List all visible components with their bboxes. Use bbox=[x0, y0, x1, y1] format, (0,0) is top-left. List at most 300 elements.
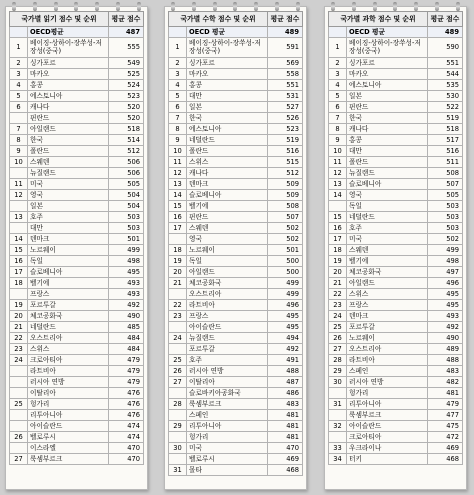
table-row bbox=[10, 91, 144, 102]
table-row bbox=[329, 366, 463, 377]
table-row bbox=[169, 146, 303, 157]
table-row bbox=[329, 278, 463, 289]
country-cell: 프랑스 bbox=[347, 300, 428, 311]
rank-cell bbox=[169, 344, 187, 355]
rank-cell: 26 bbox=[10, 432, 28, 443]
rank-cell bbox=[169, 432, 187, 443]
ring-icon bbox=[393, 2, 397, 11]
country-cell: 일본 bbox=[347, 91, 428, 102]
score-cell: 530 bbox=[428, 91, 463, 102]
rank-cell: 14 bbox=[329, 190, 347, 201]
score-cell: 475 bbox=[428, 421, 463, 432]
country-cell: 스웨덴 bbox=[187, 223, 268, 234]
rank-cell bbox=[10, 366, 28, 377]
table-row bbox=[169, 333, 303, 344]
score-cell: 500 bbox=[268, 267, 303, 278]
table-row bbox=[329, 223, 463, 234]
country-cell: 아일랜드 bbox=[28, 124, 109, 135]
score-cell: 555 bbox=[109, 38, 144, 58]
table-row bbox=[329, 289, 463, 300]
score-cell: 523 bbox=[268, 124, 303, 135]
score-cell: 515 bbox=[268, 157, 303, 168]
rank-cell: 10 bbox=[10, 157, 28, 168]
score-cell: 499 bbox=[109, 245, 144, 256]
country-cell: 벨기에 bbox=[28, 278, 109, 289]
rank-cell: 13 bbox=[329, 179, 347, 190]
table-row bbox=[329, 124, 463, 135]
table-row bbox=[169, 311, 303, 322]
table-row bbox=[10, 38, 144, 58]
table-row bbox=[329, 80, 463, 91]
country-cell: 홍콩 bbox=[28, 80, 109, 91]
score-cell: 518 bbox=[109, 124, 144, 135]
table-row bbox=[169, 454, 303, 465]
score-cell: 493 bbox=[109, 278, 144, 289]
score-cell: 474 bbox=[109, 421, 144, 432]
rank-cell: 27 bbox=[10, 454, 28, 465]
table-row bbox=[329, 300, 463, 311]
score-cell: 503 bbox=[428, 201, 463, 212]
score-cell: 551 bbox=[428, 58, 463, 69]
country-cell: 슬로바키아공화국 bbox=[187, 388, 268, 399]
score-cell: 506 bbox=[109, 157, 144, 168]
rank-cell: 17 bbox=[169, 223, 187, 234]
country-cell: 독일 bbox=[347, 201, 428, 212]
rank-cell: 3 bbox=[169, 69, 187, 80]
score-cell: 482 bbox=[428, 377, 463, 388]
country-cell: 대만 bbox=[28, 223, 109, 234]
rank-cell: 13 bbox=[10, 212, 28, 223]
ring-icon bbox=[192, 2, 196, 11]
country-cell: 오스트리아 bbox=[187, 289, 268, 300]
rank-cell bbox=[329, 201, 347, 212]
table-row bbox=[329, 135, 463, 146]
reading-ranking-card bbox=[5, 6, 148, 490]
score-cell: 502 bbox=[268, 234, 303, 245]
rank-cell: 12 bbox=[169, 168, 187, 179]
math-ranking-card bbox=[164, 6, 307, 490]
country-cell: 크로아티아 bbox=[347, 432, 428, 443]
table-row bbox=[329, 355, 463, 366]
table-row bbox=[169, 124, 303, 135]
table-row bbox=[169, 223, 303, 234]
table-row bbox=[169, 38, 303, 58]
score-cell: 508 bbox=[428, 168, 463, 179]
country-cell: 러시아 연방 bbox=[28, 377, 109, 388]
country-cell: 베이징-상하이-장쑤성-저장성(중국) bbox=[187, 38, 268, 58]
country-cell: 아이슬란드 bbox=[187, 322, 268, 333]
table-row bbox=[10, 146, 144, 157]
table-row bbox=[329, 91, 463, 102]
rank-cell: 7 bbox=[169, 113, 187, 124]
table-title: 국가별 과학 점수 및 순위 bbox=[329, 12, 428, 27]
table-row bbox=[169, 91, 303, 102]
table-row bbox=[329, 399, 463, 410]
rank-cell bbox=[329, 432, 347, 443]
rank-cell bbox=[10, 443, 28, 454]
score-cell: 590 bbox=[428, 38, 463, 58]
score-cell: 494 bbox=[268, 333, 303, 344]
score-cell: 516 bbox=[428, 146, 463, 157]
country-cell: 라트비아 bbox=[187, 300, 268, 311]
rank-cell: 16 bbox=[169, 212, 187, 223]
table-row bbox=[329, 256, 463, 267]
table-title: 국가별 읽기 점수 및 순위 bbox=[10, 12, 109, 27]
score-cell: 493 bbox=[109, 289, 144, 300]
country-cell: 러시아 연방 bbox=[187, 366, 268, 377]
score-cell: 495 bbox=[268, 322, 303, 333]
table-row bbox=[10, 212, 144, 223]
rank-cell: 5 bbox=[169, 91, 187, 102]
rank-cell: 28 bbox=[329, 355, 347, 366]
rank-cell: 21 bbox=[10, 322, 28, 333]
table-row bbox=[329, 179, 463, 190]
table-row bbox=[329, 388, 463, 399]
table-row bbox=[329, 344, 463, 355]
rank-cell: 22 bbox=[169, 300, 187, 311]
score-cell: 476 bbox=[109, 388, 144, 399]
rank-cell: 12 bbox=[329, 168, 347, 179]
country-cell: 덴마크 bbox=[347, 311, 428, 322]
table-row bbox=[329, 333, 463, 344]
score-cell: 558 bbox=[268, 69, 303, 80]
country-cell: 체코공화국 bbox=[347, 267, 428, 278]
country-cell: 뉴질랜드 bbox=[28, 168, 109, 179]
ring-icon bbox=[296, 2, 300, 11]
table-row bbox=[10, 124, 144, 135]
science-ranking-card bbox=[324, 6, 467, 490]
country-cell: 홍콩 bbox=[347, 135, 428, 146]
country-cell: 마카오 bbox=[347, 69, 428, 80]
rank-cell: 4 bbox=[10, 80, 28, 91]
ring-icon bbox=[12, 2, 16, 11]
country-cell: 미국 bbox=[187, 443, 268, 454]
rank-cell: 27 bbox=[329, 344, 347, 355]
rank-cell: 26 bbox=[329, 333, 347, 344]
score-cell: 468 bbox=[268, 465, 303, 476]
rank-cell bbox=[10, 410, 28, 421]
table-row bbox=[10, 388, 144, 399]
rank-cell bbox=[10, 223, 28, 234]
country-cell: 뉴질랜드 bbox=[347, 168, 428, 179]
country-cell: 독일 bbox=[28, 256, 109, 267]
country-cell: 뉴질랜드 bbox=[187, 333, 268, 344]
ring-icon bbox=[435, 2, 439, 11]
score-cell: 479 bbox=[109, 377, 144, 388]
table-row bbox=[169, 421, 303, 432]
average-row bbox=[329, 27, 463, 38]
score-cell: 511 bbox=[428, 157, 463, 168]
country-cell: 몰타 bbox=[187, 465, 268, 476]
rank-cell bbox=[329, 388, 347, 399]
score-cell: 470 bbox=[109, 443, 144, 454]
table-row bbox=[169, 212, 303, 223]
country-cell: 벨로루시 bbox=[187, 454, 268, 465]
table-row bbox=[10, 157, 144, 168]
rank-cell: 23 bbox=[10, 344, 28, 355]
country-cell: 크로아티아 bbox=[28, 355, 109, 366]
score-cell: 470 bbox=[109, 454, 144, 465]
table-row bbox=[329, 190, 463, 201]
score-cell: 483 bbox=[268, 399, 303, 410]
country-cell: 캐나다 bbox=[187, 168, 268, 179]
table-row bbox=[10, 333, 144, 344]
score-cell: 487 bbox=[109, 27, 144, 38]
country-cell: 네덜란드 bbox=[347, 212, 428, 223]
score-cell: 499 bbox=[268, 289, 303, 300]
table-row bbox=[10, 278, 144, 289]
rank-cell: 20 bbox=[10, 311, 28, 322]
table-row bbox=[169, 190, 303, 201]
score-cell: 551 bbox=[268, 80, 303, 91]
country-cell: 덴마크 bbox=[187, 179, 268, 190]
rank-cell: 1 bbox=[329, 38, 347, 58]
score-cell: 479 bbox=[109, 366, 144, 377]
score-cell: 493 bbox=[428, 311, 463, 322]
rank-cell: 3 bbox=[329, 69, 347, 80]
ring-icon bbox=[373, 2, 377, 11]
table-row bbox=[329, 234, 463, 245]
table-row bbox=[169, 168, 303, 179]
score-cell: 504 bbox=[109, 201, 144, 212]
country-cell: 베이징-상하이-장쑤성-저장성(중국) bbox=[347, 38, 428, 58]
rank-cell bbox=[10, 388, 28, 399]
score-cell: 484 bbox=[109, 344, 144, 355]
rank-cell bbox=[10, 201, 28, 212]
table-row bbox=[10, 58, 144, 69]
table-row bbox=[10, 322, 144, 333]
country-cell: 러시아 연방 bbox=[347, 377, 428, 388]
table-row bbox=[169, 410, 303, 421]
rank-cell: 2 bbox=[329, 58, 347, 69]
table-row bbox=[10, 366, 144, 377]
country-cell: 한국 bbox=[28, 135, 109, 146]
score-cell: 474 bbox=[109, 432, 144, 443]
country-cell: 네덜란드 bbox=[28, 322, 109, 333]
table-row bbox=[329, 311, 463, 322]
country-cell: 네덜란드 bbox=[187, 135, 268, 146]
score-cell: 519 bbox=[268, 135, 303, 146]
table-row bbox=[10, 102, 144, 113]
score-cell: 483 bbox=[428, 366, 463, 377]
math-table bbox=[168, 11, 303, 476]
rank-cell: 33 bbox=[329, 443, 347, 454]
country-cell: 한국 bbox=[347, 113, 428, 124]
table-row bbox=[10, 168, 144, 179]
country-cell: 덴마크 bbox=[28, 234, 109, 245]
country-cell: 헝가리 bbox=[187, 432, 268, 443]
table-row bbox=[10, 223, 144, 234]
binder-rings bbox=[331, 2, 460, 11]
table-row bbox=[329, 245, 463, 256]
country-cell: 미국 bbox=[347, 234, 428, 245]
country-cell: 영국 bbox=[347, 190, 428, 201]
score-cell: 477 bbox=[428, 410, 463, 421]
score-cell: 498 bbox=[428, 256, 463, 267]
country-cell: 스웨덴 bbox=[28, 157, 109, 168]
reading-table bbox=[9, 11, 144, 465]
rank-cell bbox=[10, 421, 28, 432]
country-cell: 이스라엘 bbox=[28, 443, 109, 454]
country-cell: OECD 평균 bbox=[187, 27, 268, 38]
score-cell: 479 bbox=[428, 399, 463, 410]
science-table bbox=[328, 11, 463, 465]
rank-cell: 17 bbox=[10, 267, 28, 278]
ring-icon bbox=[171, 2, 175, 11]
score-cell: 496 bbox=[268, 300, 303, 311]
country-cell: 포르투갈 bbox=[187, 344, 268, 355]
table-row bbox=[169, 58, 303, 69]
score-cell: 492 bbox=[268, 344, 303, 355]
country-cell: 폴란드 bbox=[347, 157, 428, 168]
table-row bbox=[10, 443, 144, 454]
country-cell: 아이슬란드 bbox=[347, 421, 428, 432]
table-row bbox=[329, 410, 463, 421]
table-row bbox=[169, 443, 303, 454]
table-row bbox=[10, 300, 144, 311]
table-row bbox=[10, 355, 144, 366]
score-cell: 517 bbox=[428, 135, 463, 146]
country-cell: 에스토니아 bbox=[187, 124, 268, 135]
table-row bbox=[169, 201, 303, 212]
score-cell: 503 bbox=[109, 212, 144, 223]
country-cell: 홍콩 bbox=[187, 80, 268, 91]
score-cell: 501 bbox=[268, 245, 303, 256]
country-cell: 오스트리아 bbox=[347, 344, 428, 355]
score-cell: 486 bbox=[268, 388, 303, 399]
score-cell: 526 bbox=[268, 113, 303, 124]
country-cell: OECD 평균 bbox=[347, 27, 428, 38]
rank-cell bbox=[169, 410, 187, 421]
table-row bbox=[10, 256, 144, 267]
table-row bbox=[329, 377, 463, 388]
rank-cell: 4 bbox=[329, 80, 347, 91]
rank-cell: 8 bbox=[169, 124, 187, 135]
country-cell: 오스트리아 bbox=[28, 333, 109, 344]
score-cell: 476 bbox=[109, 399, 144, 410]
score-cell: 485 bbox=[109, 322, 144, 333]
country-cell: 싱가포르 bbox=[347, 58, 428, 69]
score-cell: 505 bbox=[109, 179, 144, 190]
table-row bbox=[169, 300, 303, 311]
table-row bbox=[169, 179, 303, 190]
country-cell: 호주 bbox=[28, 212, 109, 223]
rank-cell: 8 bbox=[329, 124, 347, 135]
country-cell: 포르투갈 bbox=[28, 300, 109, 311]
score-cell: 491 bbox=[268, 355, 303, 366]
country-cell: 스위스 bbox=[187, 157, 268, 168]
score-cell: 509 bbox=[268, 179, 303, 190]
country-cell: 아일랜드 bbox=[347, 278, 428, 289]
table-row bbox=[10, 377, 144, 388]
binder-rings bbox=[171, 2, 300, 11]
country-cell: 스위스 bbox=[28, 344, 109, 355]
score-cell: 502 bbox=[428, 234, 463, 245]
score-cell: 506 bbox=[109, 168, 144, 179]
rank-cell: 3 bbox=[10, 69, 28, 80]
country-cell: 슬로베니아 bbox=[347, 179, 428, 190]
table-row bbox=[10, 344, 144, 355]
score-cell: 514 bbox=[109, 135, 144, 146]
rank-cell: 13 bbox=[169, 179, 187, 190]
score-cell: 481 bbox=[268, 421, 303, 432]
average-row bbox=[169, 27, 303, 38]
score-column-header: 평균 점수 bbox=[268, 12, 303, 27]
score-cell: 527 bbox=[268, 102, 303, 113]
country-cell: 영국 bbox=[187, 234, 268, 245]
score-cell: 497 bbox=[428, 267, 463, 278]
ring-icon bbox=[213, 2, 217, 11]
score-cell: 520 bbox=[109, 113, 144, 124]
table-row bbox=[10, 179, 144, 190]
country-cell: 벨기에 bbox=[187, 201, 268, 212]
country-cell: 마카오 bbox=[187, 69, 268, 80]
score-cell: 524 bbox=[109, 80, 144, 91]
table-row bbox=[169, 267, 303, 278]
table-header-row bbox=[329, 12, 463, 27]
rank-cell: 24 bbox=[10, 355, 28, 366]
table-row bbox=[329, 212, 463, 223]
table-row bbox=[329, 454, 463, 465]
rank-cell: 7 bbox=[10, 124, 28, 135]
country-cell: 스페인 bbox=[187, 410, 268, 421]
score-cell: 512 bbox=[268, 168, 303, 179]
country-cell: 노르웨이 bbox=[187, 245, 268, 256]
table-body bbox=[10, 27, 144, 465]
rank-cell: 15 bbox=[329, 212, 347, 223]
rank-cell: 19 bbox=[169, 256, 187, 267]
rank-cell: 31 bbox=[329, 399, 347, 410]
score-cell: 496 bbox=[428, 278, 463, 289]
rank-cell: 19 bbox=[10, 300, 28, 311]
score-cell: 502 bbox=[268, 223, 303, 234]
table-header-row bbox=[169, 12, 303, 27]
rank-cell: 24 bbox=[169, 333, 187, 344]
rank-cell bbox=[10, 377, 28, 388]
country-cell: OECD평균 bbox=[28, 27, 109, 38]
table-row bbox=[329, 113, 463, 124]
score-cell: 508 bbox=[268, 201, 303, 212]
country-cell: 슬로베니아 bbox=[187, 190, 268, 201]
rank-cell: 21 bbox=[329, 278, 347, 289]
table-row bbox=[169, 399, 303, 410]
score-cell: 495 bbox=[109, 267, 144, 278]
table-row bbox=[10, 245, 144, 256]
rank-cell: 8 bbox=[10, 135, 28, 146]
rank-cell: 18 bbox=[10, 278, 28, 289]
country-cell: 체코공화국 bbox=[187, 278, 268, 289]
score-cell: 481 bbox=[268, 432, 303, 443]
rank-cell: 14 bbox=[169, 190, 187, 201]
country-cell: 리투아니아 bbox=[28, 410, 109, 421]
table-row bbox=[169, 80, 303, 91]
table-row bbox=[10, 190, 144, 201]
country-cell: 헝가리 bbox=[347, 388, 428, 399]
rank-cell bbox=[169, 234, 187, 245]
score-cell: 484 bbox=[109, 333, 144, 344]
country-cell: 캐나다 bbox=[28, 102, 109, 113]
rank-cell: 21 bbox=[169, 278, 187, 289]
rank-cell: 18 bbox=[169, 245, 187, 256]
table-row bbox=[169, 322, 303, 333]
score-column-header: 평균 점수 bbox=[109, 12, 144, 27]
country-cell: 한국 bbox=[187, 113, 268, 124]
country-cell: 대만 bbox=[187, 91, 268, 102]
score-cell: 503 bbox=[428, 212, 463, 223]
country-cell: 호주 bbox=[347, 223, 428, 234]
rank-cell: 17 bbox=[329, 234, 347, 245]
table-row bbox=[329, 38, 463, 58]
